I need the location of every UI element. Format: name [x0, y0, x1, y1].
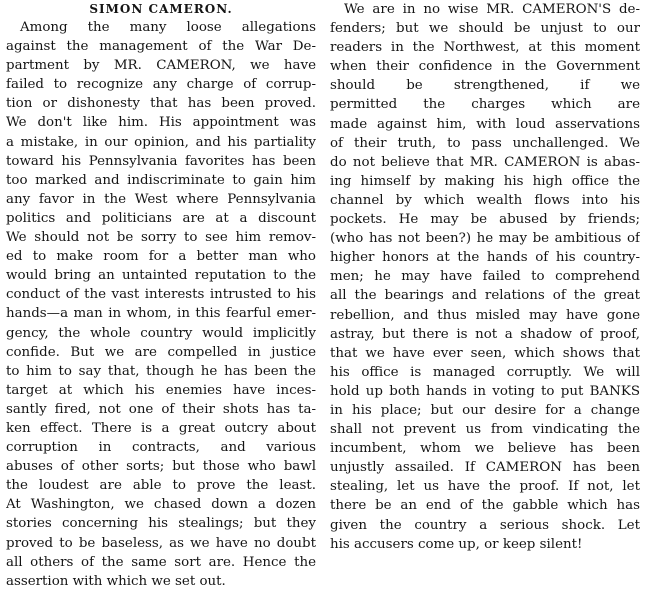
text-line: We are in no wise MR. CAMERON'S de- [344, 2, 640, 17]
text-line: his office is managed corruptly. We will [330, 364, 640, 380]
text-line: any favor in the West where Pennsylvania [6, 191, 316, 207]
text-line: men; he may have failed to comprehend [330, 269, 640, 285]
text-line: corruption in contracts, and various [6, 440, 316, 456]
article-headline: SIMON CAMERON. [89, 2, 233, 16]
text-line: his accusers come up, or keep silent! [330, 536, 583, 552]
text-line: failed to recognize any charge of corrup- [6, 77, 316, 93]
text-line: incumbent, whom we believe has been [330, 441, 640, 457]
text-line: unjustly assailed. If CAMERON has been [330, 460, 640, 476]
text-line: shall not prevent us from vindicating the [330, 422, 640, 438]
text-line: there be an end of the gabble which has [330, 498, 640, 514]
text-line: all the bearings and relations of the great [330, 288, 640, 304]
text-line: At Washington, we chased down a dozen [6, 497, 316, 513]
text-line: ed to make room for a better man who [6, 249, 316, 265]
text-line: a mistake, in our opinion, and his partiality [6, 134, 316, 150]
text-line: ing himself by making his high office the [330, 173, 640, 189]
text-line: would bring an untainted reputation to the [6, 268, 316, 284]
text-line: gency, the whole country would implicitly [6, 325, 316, 341]
text-line: that we have ever seen, which shows that [330, 345, 640, 361]
text-line: of their truth, to pass unchallenged. We [330, 135, 640, 151]
text-line: partment by MR. CAMERON, we have [6, 58, 316, 74]
left-column [6, 0, 316, 591]
text-line: stealing, let us have the proof. If not, let [330, 479, 640, 495]
text-line: higher honors at the hands of his country- [330, 250, 640, 266]
right-column-text [330, 0, 640, 554]
text-line: when their confidence in the Government [330, 59, 640, 75]
text-line: target at which his enemies have inces- [6, 382, 316, 398]
text-line: given the country a serious shock. Let [330, 517, 640, 533]
text-line: too marked and indiscriminate to gain him [6, 172, 316, 188]
text-line: politics and politicians are at a discount [6, 210, 316, 226]
text-line: all others of the same sort are. Hence the [6, 554, 316, 570]
text-line: We don't like him. His appointment was [6, 115, 316, 131]
text-line: santly fired, not one of their shots has ta- [6, 401, 316, 417]
text-line: tion or dishonesty that has been proved. [6, 96, 316, 112]
text-line: the loudest are able to prove the least. [6, 478, 316, 494]
text-line: readers in the Northwest, at this moment [330, 40, 640, 56]
text-line: We should not be sorry to see him remov- [6, 230, 316, 246]
text-line: confide. But we are compelled in justice [6, 344, 316, 360]
text-line: rebellion, and thus misled may have gone [330, 307, 640, 323]
left-column-text [6, 18, 316, 591]
text-line: permitted the charges which are [330, 97, 640, 113]
text-line: made against him, with loud asservations [330, 116, 640, 132]
text-line: channel by which wealth flows into his [330, 192, 640, 208]
text-line: stories concerning his stealings; but they [6, 516, 316, 532]
text-line: toward his Pennsylvania favorites has been [6, 153, 316, 169]
text-line: proved to be baseless, as we have no doubt [6, 535, 316, 551]
text-line: conduct of the vast interests intrusted to his [6, 287, 316, 303]
text-line: hold up both hands in voting to put BANKS [330, 383, 640, 399]
text-line: to him to say that, though he has been the [6, 363, 316, 379]
text-line: (who has not been?) he may be ambitious of [330, 231, 640, 247]
text-line: against the management of the War De- [6, 39, 316, 55]
text-line: Among the many loose allegations [20, 20, 316, 35]
text-line: abuses of other sorts; but those who bawl [6, 459, 316, 475]
right-column [330, 0, 640, 554]
text-line: astray, but there is not a shadow of proof, [330, 326, 640, 342]
text-line: assertion with which we set out. [6, 573, 226, 589]
text-line: do not believe that MR. CAMERON is abas- [330, 154, 640, 170]
text-line: in his place; but our desire for a change [330, 402, 640, 418]
text-line: hands—a man in whom, in this fearful emer- [6, 306, 316, 322]
text-line: ken effect. There is a great outcry about [6, 420, 316, 436]
text-line: fenders; but we should be unjust to our [330, 21, 640, 37]
text-line: should be strengthened, if we [330, 78, 640, 94]
text-line: pockets. He may be abused by friends; [330, 212, 640, 228]
